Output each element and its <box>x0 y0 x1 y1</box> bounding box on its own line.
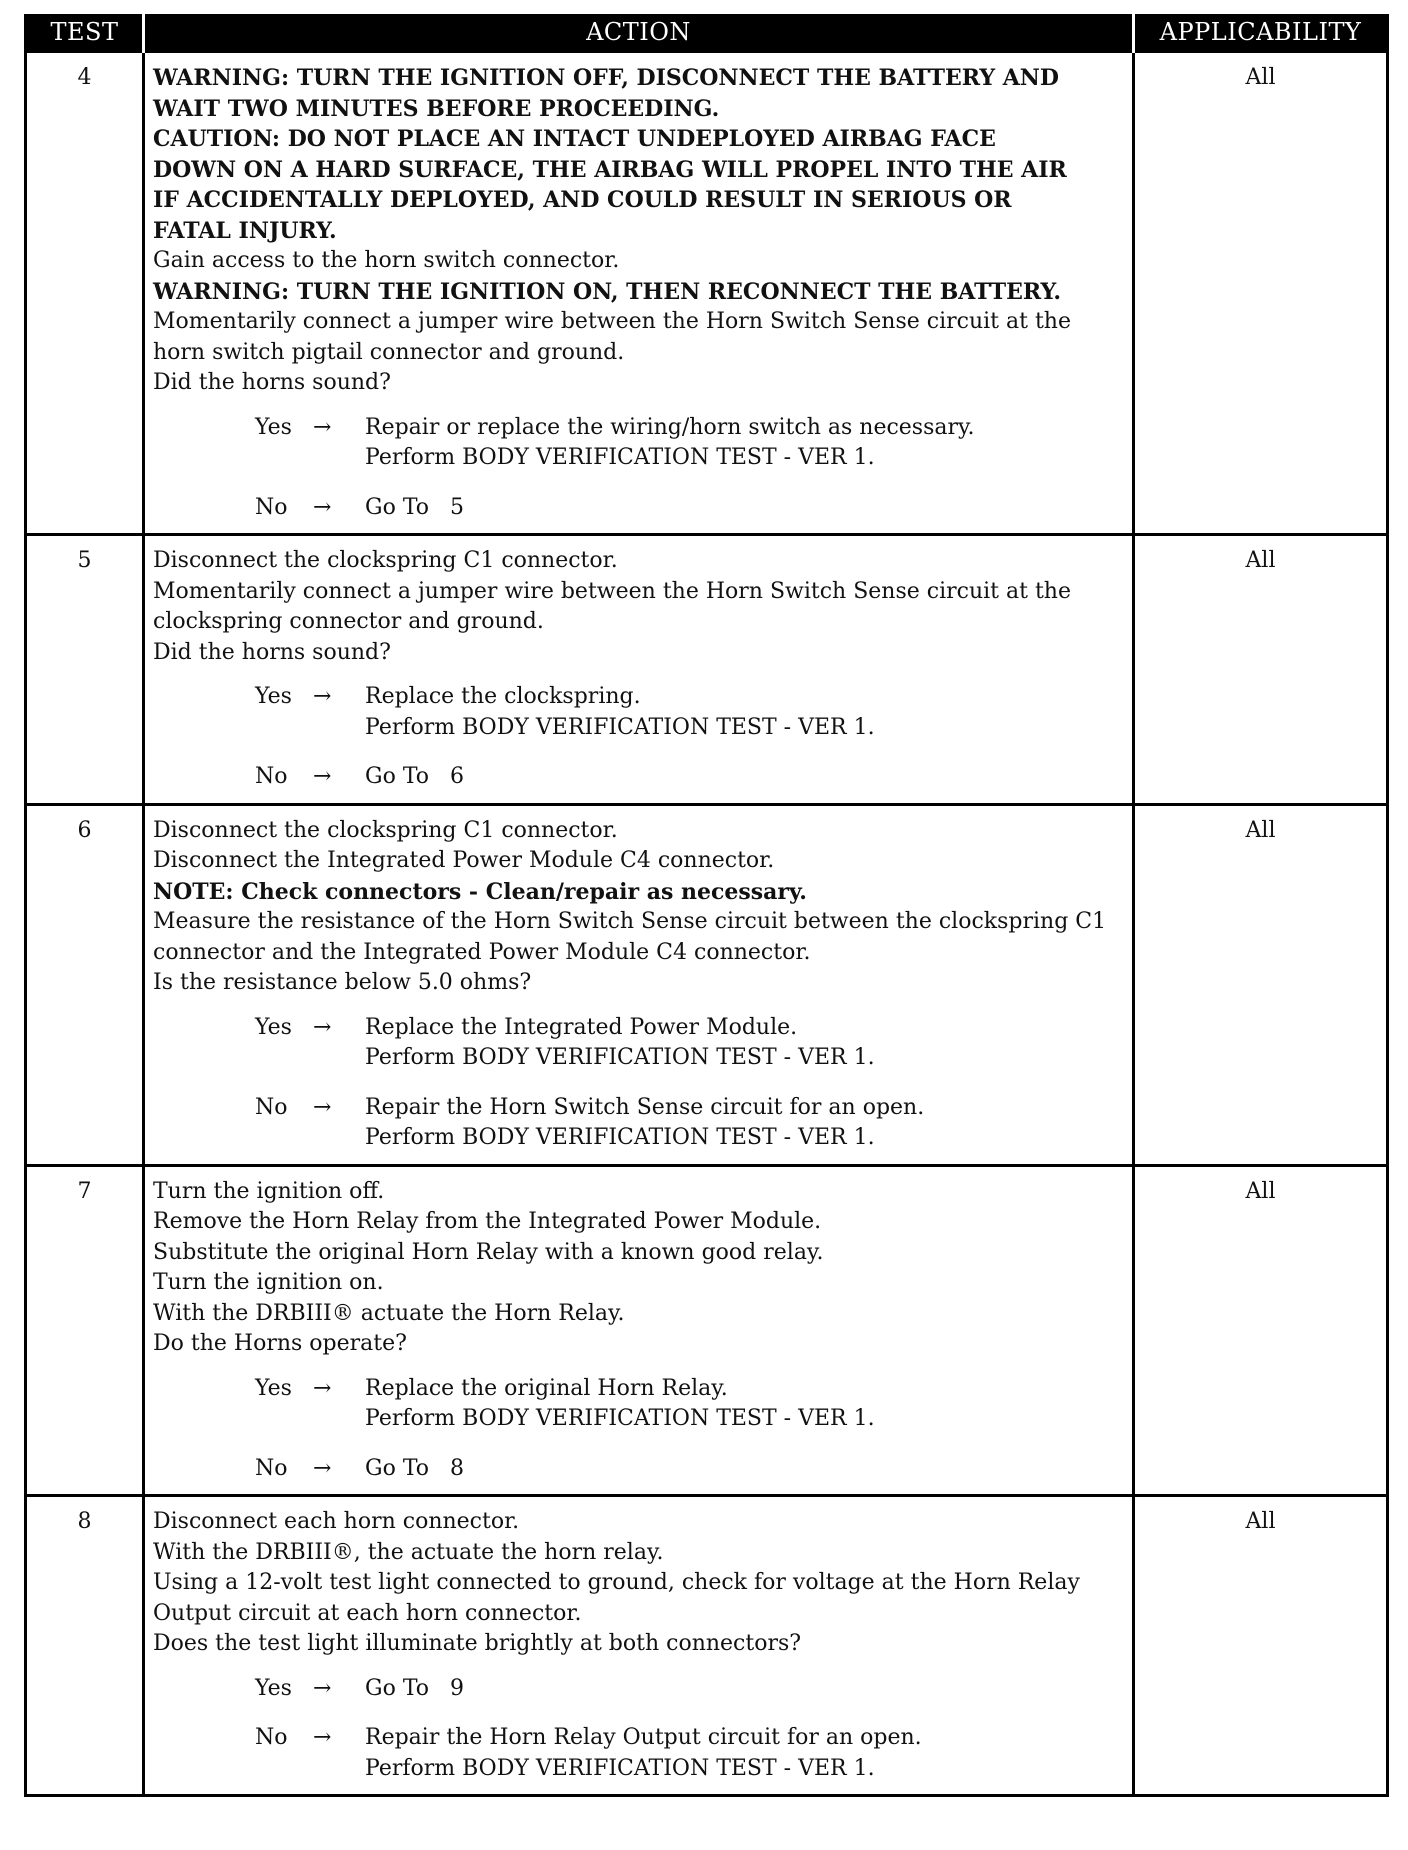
response-line: Repair the Horn Relay Output circuit for an open. <box>365 1725 922 1750</box>
instruction-text: Turn the ignition on. <box>153 1270 384 1295</box>
table-row <box>26 52 1388 535</box>
warning-text: FATAL INJURY. <box>153 217 337 244</box>
instruction-text: Gain access to the horn switch connector. <box>153 248 620 273</box>
response-text <box>365 413 1124 474</box>
arrow-icon: → <box>313 494 332 520</box>
instruction-text: Do the Horns operate? <box>153 1331 407 1356</box>
response-label: Yes <box>255 1375 292 1401</box>
response-text <box>365 762 1124 793</box>
action-cell <box>144 52 1134 535</box>
test-number: 4 <box>26 52 144 535</box>
instruction-text: With the DRBIII®, the actuate the horn relay. <box>153 1539 664 1565</box>
test-number: 5 <box>26 535 144 805</box>
warning-text: WAIT TWO MINUTES BEFORE PROCEEDING. <box>153 95 720 122</box>
test-number: 7 <box>26 1165 144 1496</box>
response-label: Yes <box>255 1014 292 1040</box>
applicability-value: All <box>1134 804 1388 1165</box>
response-text <box>365 493 1124 524</box>
response-line: Go To 8 <box>365 1455 464 1481</box>
response-line: Repair the Horn Switch Sense circuit for an open. <box>365 1094 925 1120</box>
instruction-text: Did the horns sound? <box>153 370 391 395</box>
response-line: Replace the original Horn Relay. <box>365 1375 728 1401</box>
response-label: No <box>255 494 288 520</box>
response-line: Perform BODY VERIFICATION TEST - VER 1. <box>365 1125 875 1150</box>
test-number: 6 <box>26 804 144 1165</box>
table-body <box>26 52 1388 1796</box>
arrow-icon: → <box>313 1094 332 1120</box>
arrow-icon: → <box>313 1675 332 1701</box>
instruction-text: Turn the ignition off. <box>153 1178 385 1204</box>
response-yes <box>153 1013 1124 1074</box>
response-yes <box>153 1374 1124 1435</box>
applicability-value: All <box>1134 535 1388 805</box>
instruction-text: Disconnect the Integrated Power Module C4 connector. <box>153 848 775 873</box>
response-line: Perform BODY VERIFICATION TEST - VER 1. <box>365 1406 875 1431</box>
response-line: Replace the clockspring. <box>365 684 641 709</box>
instruction-text: With the DRBIII® actuate the Horn Relay. <box>153 1300 625 1326</box>
header-applicability: APPLICABILITY <box>1134 14 1388 52</box>
test-number: 8 <box>26 1496 144 1796</box>
diagnostic-test-page <box>24 14 1386 1797</box>
response-line: Perform BODY VERIFICATION TEST - VER 1. <box>365 1045 875 1070</box>
action-cell <box>144 804 1134 1165</box>
instruction-text: Using a 12-volt test light connected to ground, check for voltage at the Horn Relay <box>153 1570 1080 1595</box>
instruction-text: Disconnect each horn connector. <box>153 1509 520 1534</box>
warning-text: DOWN ON A HARD SURFACE, THE AIRBAG WILL PROPEL INTO THE AIR <box>153 156 1067 183</box>
response-line: Perform BODY VERIFICATION TEST - VER 1. <box>365 714 875 740</box>
instruction-text: Does the test light illuminate brightly at both connectors? <box>153 1631 802 1656</box>
response-label: Yes <box>255 684 292 709</box>
response-label: No <box>255 1094 288 1120</box>
response-label: No <box>255 1725 288 1750</box>
action-cell <box>144 535 1134 805</box>
response-label: Yes <box>255 414 292 440</box>
arrow-icon: → <box>313 1375 332 1401</box>
warning-text: WARNING: TURN THE IGNITION OFF, DISCONNECT THE BATTERY AND <box>153 65 1059 91</box>
response-line: Perform BODY VERIFICATION TEST - VER 1. <box>365 445 875 470</box>
instruction-text: Output circuit at each horn connector. <box>153 1600 582 1626</box>
action-cell <box>144 1496 1134 1796</box>
response-line: Replace the Integrated Power Module. <box>365 1014 798 1040</box>
arrow-icon: → <box>313 1014 332 1040</box>
warning-text: IF ACCIDENTALLY DEPLOYED, AND COULD RESULT IN SERIOUS OR <box>153 187 1012 213</box>
instruction-text: clockspring connector and ground. <box>153 609 544 634</box>
instruction-text: Momentarily connect a jumper wire between the Horn Switch Sense circuit at the <box>153 578 1071 604</box>
arrow-icon: → <box>313 1725 332 1750</box>
instruction-text: Substitute the original Horn Relay with a known good relay. <box>153 1239 824 1265</box>
applicability-value: All <box>1134 52 1388 535</box>
response-text <box>365 1093 1124 1154</box>
response-text <box>365 1013 1124 1074</box>
response-yes <box>153 682 1124 743</box>
response-label: No <box>255 764 288 789</box>
warning-text: WARNING: TURN THE IGNITION ON, THEN RECONNECT THE BATTERY. <box>153 278 1062 305</box>
response-label: Yes <box>255 1675 292 1701</box>
response-no <box>153 1454 1124 1485</box>
arrow-icon: → <box>313 1455 332 1481</box>
response-line: Repair or replace the wiring/horn switch as necessary. <box>365 414 975 440</box>
response-text <box>365 1374 1124 1435</box>
arrow-icon: → <box>313 684 332 709</box>
arrow-icon: → <box>313 414 332 440</box>
instruction-text: Disconnect the clockspring C1 connector. <box>153 548 618 573</box>
response-line: Go To 9 <box>365 1675 464 1701</box>
response-no <box>153 1093 1124 1154</box>
response-text <box>365 682 1124 743</box>
response-yes <box>153 1674 1124 1705</box>
header-action: ACTION <box>144 14 1134 52</box>
response-line: Go To 6 <box>365 764 464 789</box>
response-no <box>153 493 1124 524</box>
instruction-text: Momentarily connect a jumper wire between the Horn Switch Sense circuit at the <box>153 309 1071 334</box>
response-line: Go To 5 <box>365 494 464 520</box>
table-row <box>26 1165 1388 1496</box>
table-row <box>26 804 1388 1165</box>
instruction-text: horn switch pigtail connector and ground. <box>153 339 625 365</box>
arrow-icon: → <box>313 764 332 789</box>
response-yes <box>153 413 1124 474</box>
table-row <box>26 535 1388 805</box>
response-text <box>365 1454 1124 1485</box>
response-no <box>153 1723 1124 1784</box>
table-row <box>26 1496 1388 1796</box>
applicability-value: All <box>1134 1496 1388 1796</box>
instruction-text: Did the horns sound? <box>153 639 391 665</box>
action-cell <box>144 1165 1134 1496</box>
response-line: Perform BODY VERIFICATION TEST - VER 1. <box>365 1755 875 1781</box>
instruction-text: Is the resistance below 5.0 ohms? <box>153 970 532 995</box>
response-no <box>153 762 1124 793</box>
response-label: No <box>255 1455 288 1481</box>
diagnostic-test-table <box>24 14 1389 1797</box>
response-text <box>365 1674 1124 1705</box>
instruction-text: connector and the Integrated Power Module C4 connector. <box>153 939 811 965</box>
applicability-value: All <box>1134 1165 1388 1496</box>
warning-text: CAUTION: DO NOT PLACE AN INTACT UNDEPLOYED AIRBAG FACE <box>153 126 996 152</box>
warning-text: NOTE: Check connectors - Clean/repair as necessary. <box>153 878 807 905</box>
header-test: TEST <box>26 14 144 52</box>
instruction-text: Remove the Horn Relay from the Integrated Power Module. <box>153 1209 822 1234</box>
instruction-text: Disconnect the clockspring C1 connector. <box>153 817 618 843</box>
response-text <box>365 1723 1124 1784</box>
table-header <box>26 14 1388 52</box>
instruction-text: Measure the resistance of the Horn Switch Sense circuit between the clockspring C1 <box>153 909 1107 934</box>
